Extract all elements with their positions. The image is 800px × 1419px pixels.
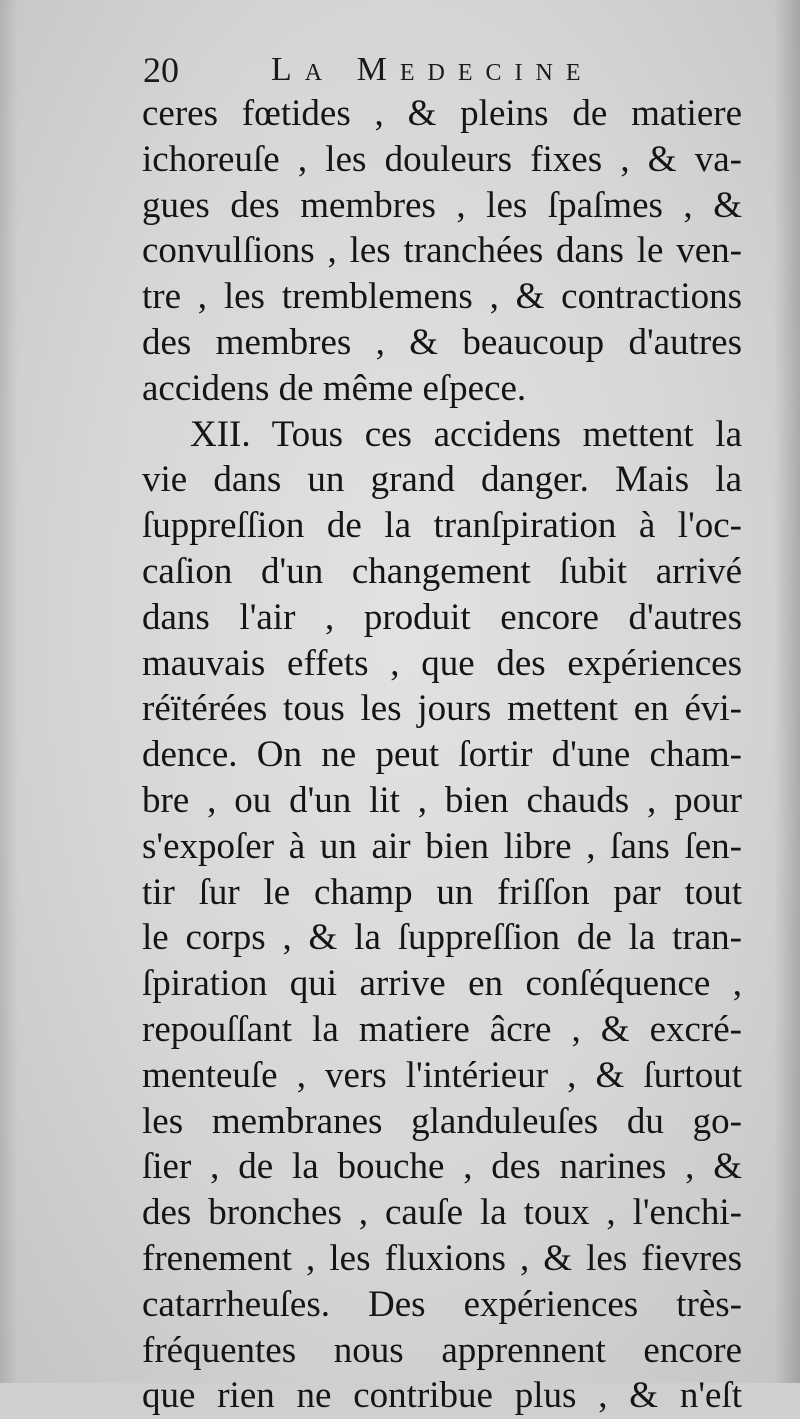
body-text — [142, 91, 742, 1419]
running-title: La Medecine — [271, 51, 594, 88]
text-line: frenement , les fluxions , & les fievres — [142, 1237, 742, 1279]
text-line: ichoreuſe , les douleurs fixes , & va- — [142, 138, 742, 180]
text-line: fréquentes nous apprennent encore — [142, 1329, 742, 1371]
text-line: menteuſe , vers l'intérieur , & ſurtout — [142, 1054, 742, 1096]
text-line: repouſſant la matiere âcre , & excré- — [142, 1008, 742, 1050]
section-heading-line: XII. Tous ces accidens mettent la — [190, 413, 742, 455]
page-header — [143, 45, 743, 95]
text-line: le corps , & la ſuppreſſion de la tran- — [142, 917, 742, 959]
text-line: ceres fœtides , & pleins de matiere — [142, 93, 742, 134]
text-line: mauvais effets , que des expériences — [142, 642, 742, 684]
text-line: ſuppreſſion de la tranſpiration à l'oc- — [142, 505, 742, 547]
text-line: ſpiration qui arrive en conſéquence , — [142, 963, 742, 1005]
text-line: les membranes glanduleuſes du go- — [142, 1100, 742, 1142]
text-line: gues des membres , les ſpaſmes , & — [142, 184, 742, 226]
text-line: catarrheuſes. Des expériences très- — [142, 1283, 742, 1325]
text-line: ſier , de la bouche , des narines , & — [142, 1146, 742, 1188]
text-line: bre , ou d'un lit , bien chauds , pour — [142, 779, 742, 821]
text-line: s'expoſer à un air bien libre , ſans ſen- — [142, 825, 742, 867]
page-number: 20 — [143, 50, 179, 90]
text-line: caſion d'un changement ſubit arrivé — [142, 550, 742, 592]
text-line: des membres , & beaucoup d'autres — [142, 321, 742, 363]
text-line: des bronches , cauſe la toux , l'enchi- — [142, 1192, 742, 1234]
text-line: convulſions , les tranchées dans le ven- — [142, 230, 742, 272]
text-line: tir ſur le champ un friſſon par tout — [142, 871, 742, 913]
text-line: tre , les tremblemens , & contractions — [142, 276, 742, 318]
page-right-shadow — [774, 0, 800, 1383]
text-line: que rien ne contribue plus , & n'eſt — [142, 1375, 742, 1417]
page-left-shadow — [0, 0, 18, 1383]
text-line: dence. On ne peut ſortir d'une cham- — [142, 734, 742, 776]
text-line: vie dans un grand danger. Mais la — [142, 459, 742, 501]
text-line: dans l'air , produit encore d'autres — [142, 596, 742, 638]
text-line: réïtérées tous les jours mettent en évi- — [142, 688, 742, 730]
text-line: accidens de même eſpece. — [142, 367, 527, 409]
